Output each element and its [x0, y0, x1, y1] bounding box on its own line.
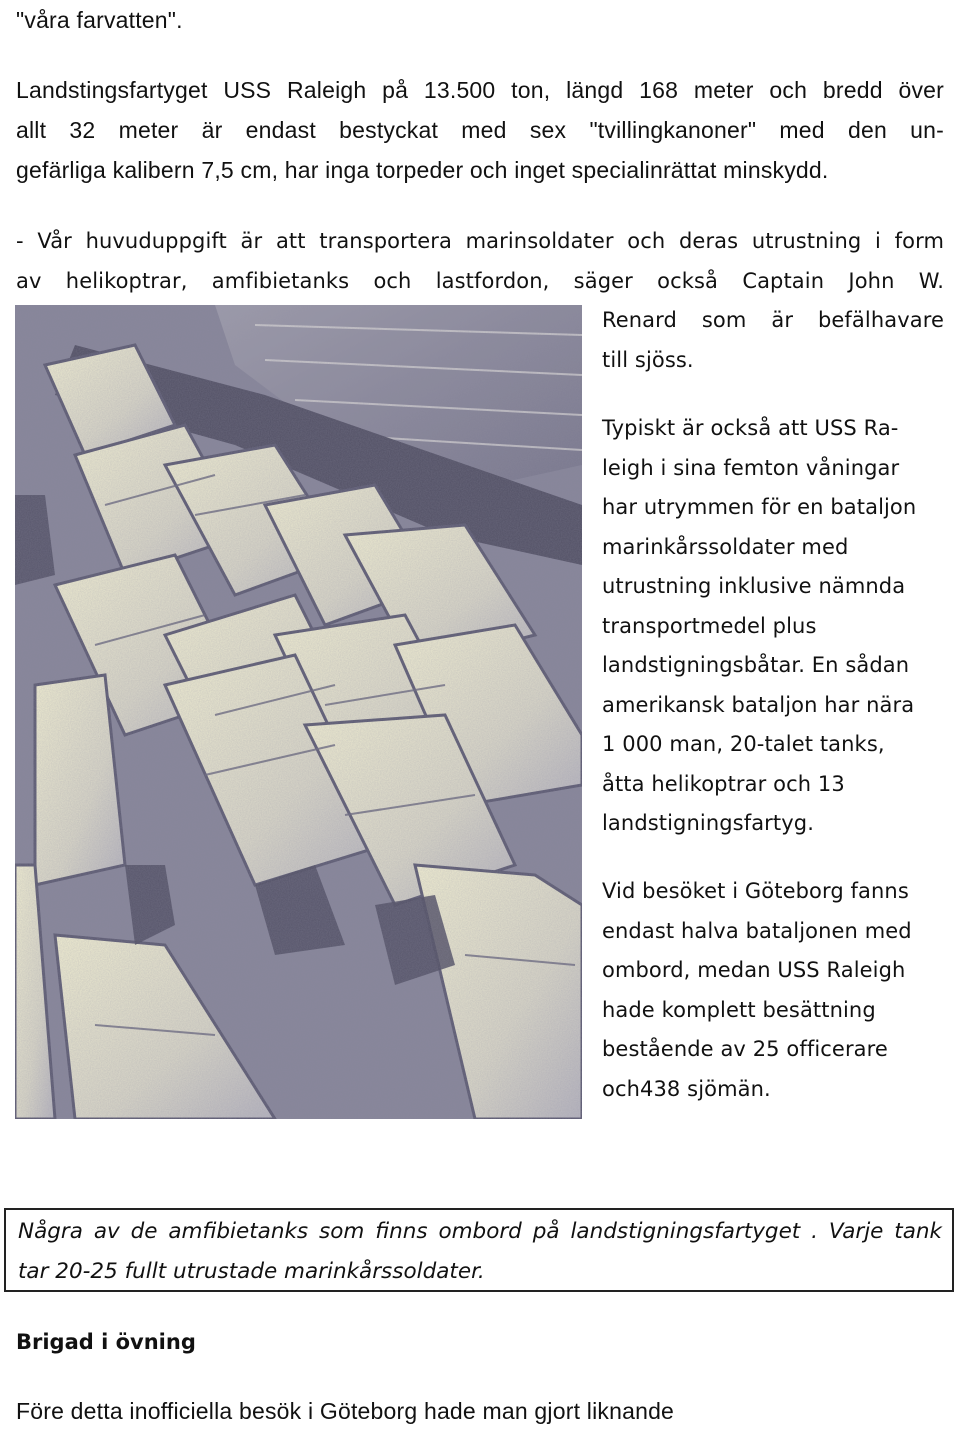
paragraph-raleigh	[16, 70, 944, 190]
paragraph-line: allt 32 meter är endast bestyckat med sex "tvillingkanoner" med den un-	[16, 117, 944, 143]
top-quote-line: "våra farvatten".	[16, 7, 183, 33]
photo-caption	[18, 1212, 942, 1292]
paragraph-line: av helikoptrar, amfibietanks och lastfordon, säger också Captain John W.	[16, 268, 944, 293]
paragraph-renard	[602, 301, 944, 380]
paragraph-typiskt	[602, 409, 944, 844]
paragraph-line: och438 sjömän.	[602, 1076, 771, 1101]
paragraph-line: Före detta inofficiella besök i Göteborg hade man gjort liknande	[16, 1398, 675, 1424]
paragraph-line: endast halva bataljonen med	[602, 918, 912, 943]
paragraph-line: amerikansk bataljon har nära	[602, 692, 915, 717]
paragraph-captain-quote	[16, 222, 944, 301]
paragraph-line: 1 000 man, 20-talet tanks,	[602, 732, 885, 756]
paragraph-line: till sjöss.	[602, 347, 694, 372]
paragraph-line: har utrymmen för en bataljon	[602, 495, 917, 519]
paragraph-line: utrustning inklusive nämnda	[602, 574, 906, 598]
top-quote-text	[16, 0, 183, 40]
paragraph-line: Landstingsfartyget USS Raleigh på 13.500 ton, längd 168 meter och bredd över	[16, 77, 944, 103]
photo-caption-box	[4, 1208, 954, 1292]
paragraph-line: landstigningsbåtar. En sådan	[602, 653, 910, 677]
paragraph-line: transportmedel plus	[602, 613, 817, 638]
paragraph-line: bestående av 25 officerare	[602, 1037, 888, 1061]
paragraph-line: gefärliga kalibern 7,5 cm, har inga torpeder och inget specialinrättat minskydd.	[16, 157, 829, 183]
paragraph-line: ombord, medan USS Raleigh	[602, 958, 906, 982]
paragraph-line: Vid besöket i Göteborg fanns	[602, 879, 909, 903]
section-heading-brigad: Brigad i övning	[16, 1330, 196, 1354]
paragraph-line: Typiskt är också att USS Ra-	[602, 416, 899, 440]
paragraph-line: landstigningsfartyg.	[602, 811, 814, 835]
paragraph-besoket	[602, 872, 944, 1109]
caption-line: Några av de amfibietanks som finns ombord på landstigningsfartyget . Varje tank	[18, 1219, 942, 1244]
paragraph-line: leigh i sina femton våningar	[602, 455, 900, 480]
paragraph-line: marinkårssoldater med	[602, 534, 849, 559]
paragraph-line: hade komplett besättning	[602, 997, 876, 1022]
paragraph-line: åtta helikoptrar och 13	[602, 771, 845, 796]
paragraph-line: Renard som är befälhavare	[602, 308, 944, 332]
paragraph-line: - Vår huvuduppgift är att transportera marinsoldater och deras utrustning i form	[16, 229, 944, 253]
paragraph-fore	[16, 1391, 674, 1431]
caption-line: tar 20-25 fullt utrustade marinkårssoldater.	[18, 1259, 485, 1284]
amphibious-tanks-photo	[15, 305, 582, 1119]
